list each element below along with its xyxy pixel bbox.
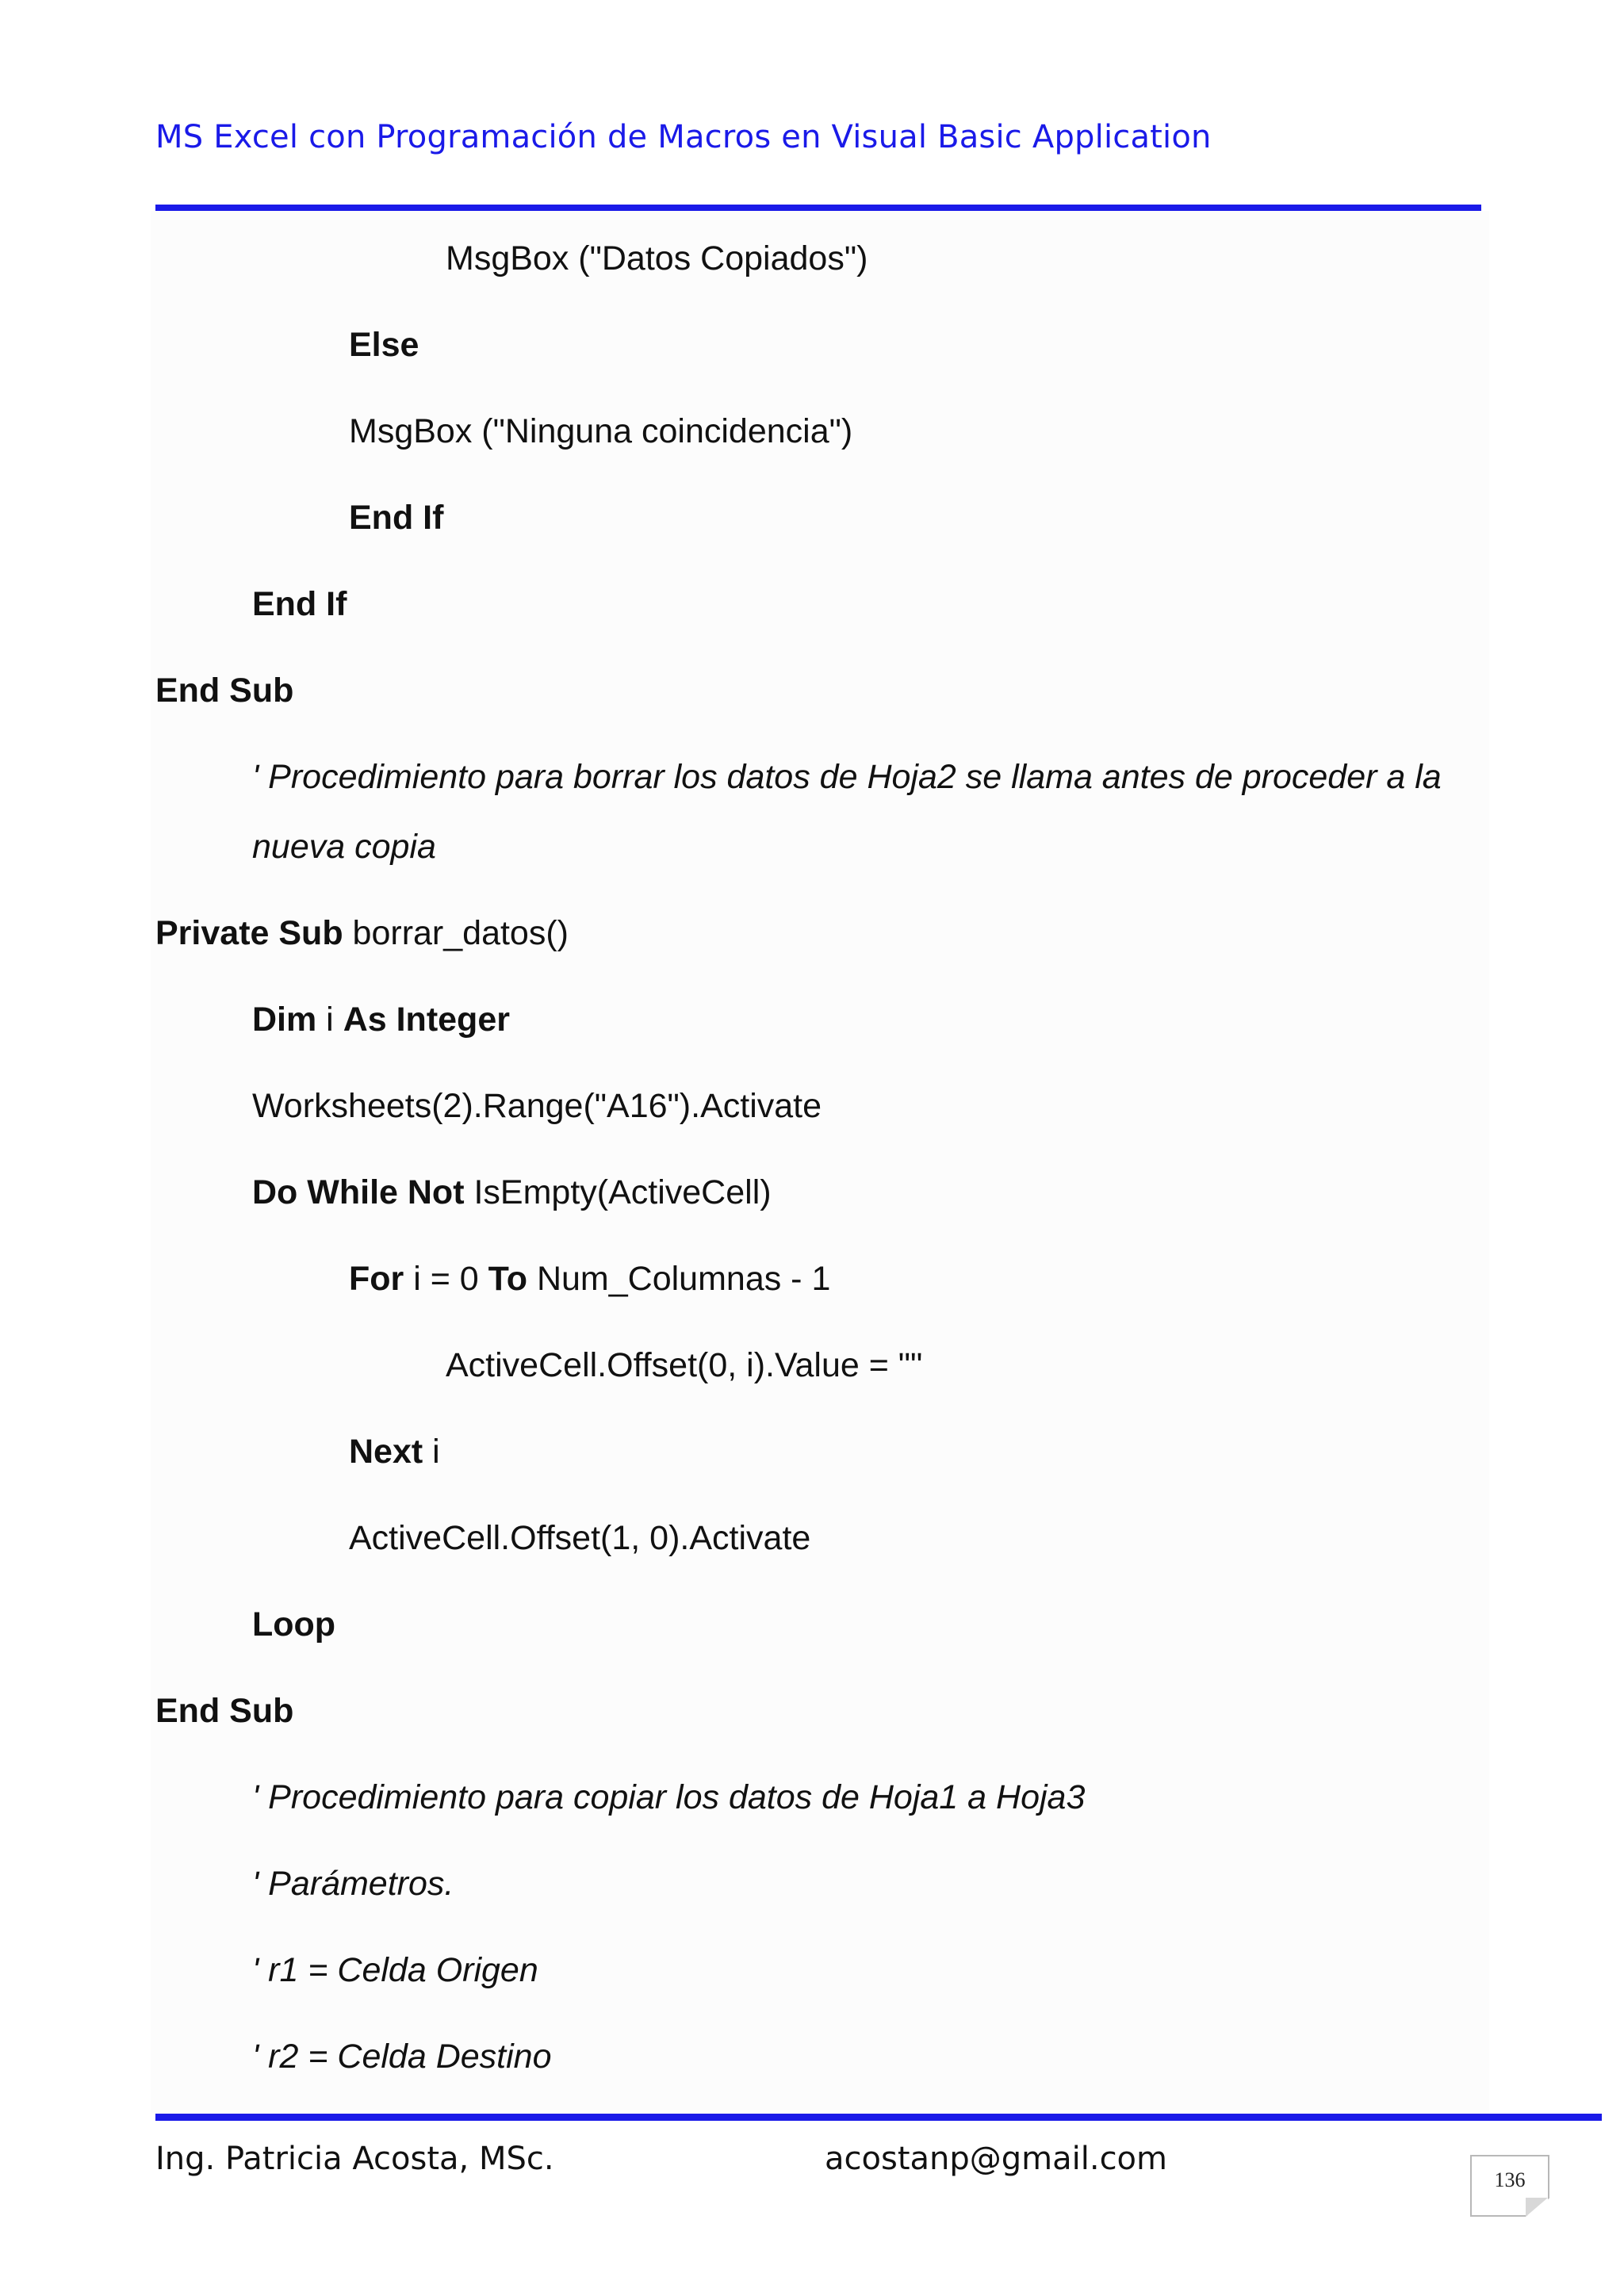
code-comment: ' Parámetros. (252, 1865, 454, 1903)
code-keyword: End If (349, 499, 444, 537)
code-line (252, 580, 347, 628)
code-keyword: Else (349, 326, 419, 364)
code-keyword: To (488, 1260, 527, 1298)
code-keyword: End If (252, 585, 347, 623)
code-line (252, 1169, 772, 1216)
code-line (252, 1082, 822, 1130)
code-text: i = 0 (404, 1260, 488, 1298)
code-keyword: As Integer (343, 1001, 510, 1039)
code-keyword: End Sub (155, 1692, 294, 1730)
code-line (252, 1946, 538, 1994)
code-line (446, 1341, 922, 1389)
code-line (252, 1860, 454, 1908)
code-text: ActiveCell.Offset(0, i).Value = "" (446, 1346, 923, 1384)
code-line (349, 321, 419, 369)
code-keyword: Dim (252, 1001, 317, 1039)
code-text: Num_Columnas - 1 (527, 1260, 831, 1298)
code-line (155, 1687, 293, 1735)
code-keyword: End Sub (155, 672, 294, 710)
code-line (252, 996, 510, 1043)
code-line (155, 667, 293, 714)
code-text: borrar_datos() (343, 914, 569, 952)
code-keyword: Loop (252, 1605, 336, 1644)
code-text: MsgBox ("Ninguna coincidencia") (349, 412, 853, 450)
code-line (252, 823, 436, 871)
code-line (349, 408, 852, 455)
code-keyword: Private Sub (155, 914, 343, 952)
code-comment: nueva copia (252, 828, 436, 866)
footer-author: Ing. Patricia Acosta, MSc. (155, 2141, 554, 2177)
code-comment: ' Procedimiento para copiar los datos de Hoja1 a Hoja3 (252, 1778, 1086, 1816)
code-comment: ' r2 = Celda Destino (252, 2038, 552, 2076)
code-line (252, 2033, 552, 2080)
code-line (349, 494, 443, 541)
footer-email: acostanp@gmail.com (825, 2141, 1167, 2177)
header-divider (155, 205, 1481, 211)
code-text: IsEmpty(ActiveCell) (464, 1173, 772, 1211)
code-text: i (423, 1433, 440, 1471)
code-line (252, 753, 1442, 801)
code-keyword: For (349, 1260, 404, 1298)
code-text: MsgBox ("Datos Copiados") (446, 239, 868, 277)
code-line (252, 1774, 1085, 1821)
code-text: Worksheets(2).Range("A16").Activate (252, 1087, 822, 1125)
code-line (349, 1255, 830, 1303)
code-line (349, 1428, 440, 1475)
code-keyword: Do While Not (252, 1173, 465, 1211)
code-line (155, 909, 569, 957)
code-line (252, 1601, 335, 1648)
code-keyword: Next (349, 1433, 423, 1471)
code-text: i (316, 1001, 343, 1039)
page-number: 136 (1494, 2168, 1526, 2191)
code-text: ActiveCell.Offset(1, 0).Activate (349, 1519, 811, 1557)
code-line (349, 1514, 810, 1562)
code-comment: ' r1 = Celda Origen (252, 1951, 538, 1989)
code-comment: ' Procedimiento para borrar los datos de Hoja2 se llama antes de proceder a la (252, 758, 1442, 796)
footer-divider (155, 2114, 1602, 2121)
page-header-title: MS Excel con Programación de Macros en Visual Basic Application (155, 119, 1212, 155)
code-line (446, 235, 868, 282)
